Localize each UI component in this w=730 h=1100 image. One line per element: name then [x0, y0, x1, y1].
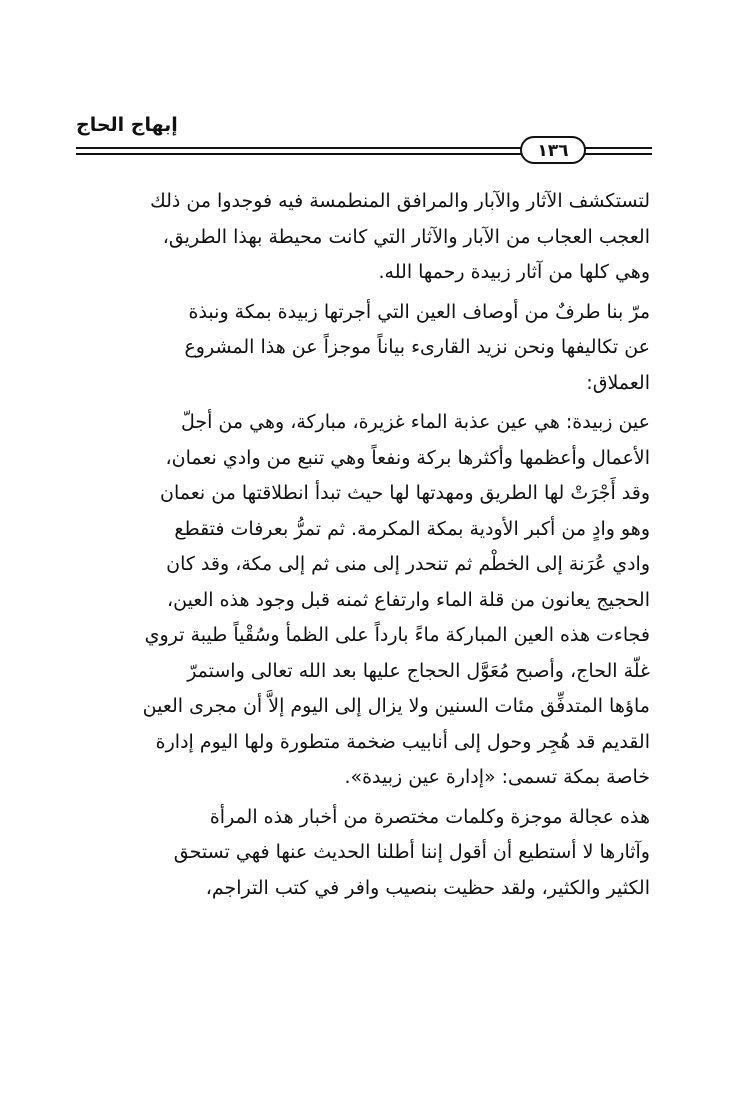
text-line: وهي كلها من آثار زبيدة رحمها الله.	[378, 261, 650, 283]
text-line: العجب العجاب من الآبار والآثار التي كانت محيطة بهذا الطريق،	[162, 225, 650, 248]
text-line: خاصة بمكة تسمى: «إدارة عين زبيدة».	[344, 766, 650, 788]
paragraph	[80, 295, 650, 402]
text-line: وادي عُرَنة إلى الخطْم ثم تنحدر إلى منى ثم إلى مكة، وقد كان	[166, 553, 650, 575]
paragraph	[80, 800, 650, 907]
paragraph	[80, 184, 650, 291]
text-line: غلّة الحاج، وأصبح مُعَوَّل الحجاج عليها بعد الله تعالى واستمرّ	[187, 659, 650, 682]
text-line: هذه عجالة موجزة وكلمات مختصرة من أخبار هذه المرأة	[209, 805, 650, 828]
text-line: وآثارها لا أستطيع أن أقول إننا أطلنا الحديث عنها فهي تستحق	[173, 841, 650, 863]
text-line: عن تكاليفها ونحن نزيد القارىء بياناً موجزاً عن هذا المشروع	[184, 336, 650, 358]
text-line: مرّ بنا طرفٌ من أوصاف العين التي أجرتها زبيدة بمكة ونبذة	[188, 300, 650, 323]
text-line: فجاءت هذه العين المباركة ماءً بارداً على الظمأ وسُقْياً طيبة تروي	[144, 624, 650, 646]
text-line: وهو وادٍ من أكبر الأودية بمكة المكرمة. ثم تمرُّ بعرفات فتقطع	[174, 517, 650, 540]
text-line: ماؤها المتدفِّق مئات السنين ولا يزال إلى اليوم إلاَّ أن مجرى العين	[142, 695, 650, 717]
text-line: عين زبيدة: هي عين عذبة الماء غزيرة، مباركة، وهي من أجلّ	[180, 411, 650, 433]
page-number-badge: ١٣٦	[520, 136, 586, 164]
text-line: الكثير والكثير، ولقد حظيت بنصيب وافر في كتب التراجم،	[205, 876, 650, 899]
text-line: القديم قد هُجِر وحول إلى أنابيب ضخمة متطورة ولها اليوم إدارة	[155, 730, 650, 753]
text-line: الأعمال وأعظمها وأكثرها بركة ونفعاً وهي تنبع من وادي نعمان،	[165, 446, 650, 469]
body-text	[80, 184, 650, 910]
text-line: الحجيج يعانون من قلة الماء وارتفاع ثمنه قبل وجود هذه العين،	[166, 588, 650, 611]
text-line: لتستكشف الآثار والآبار والمرافق المنطمسة فيه فوجدوا من ذلك	[150, 190, 650, 212]
text-line: العملاق:	[586, 371, 650, 394]
paragraph	[80, 405, 650, 796]
text-line: وقد أَجْرَتْ لها الطريق ومهدتها لها حيث تبدأ انطلاقتها من نعمان	[160, 482, 650, 504]
running-header-title: إبهاج الحاج	[76, 114, 178, 136]
